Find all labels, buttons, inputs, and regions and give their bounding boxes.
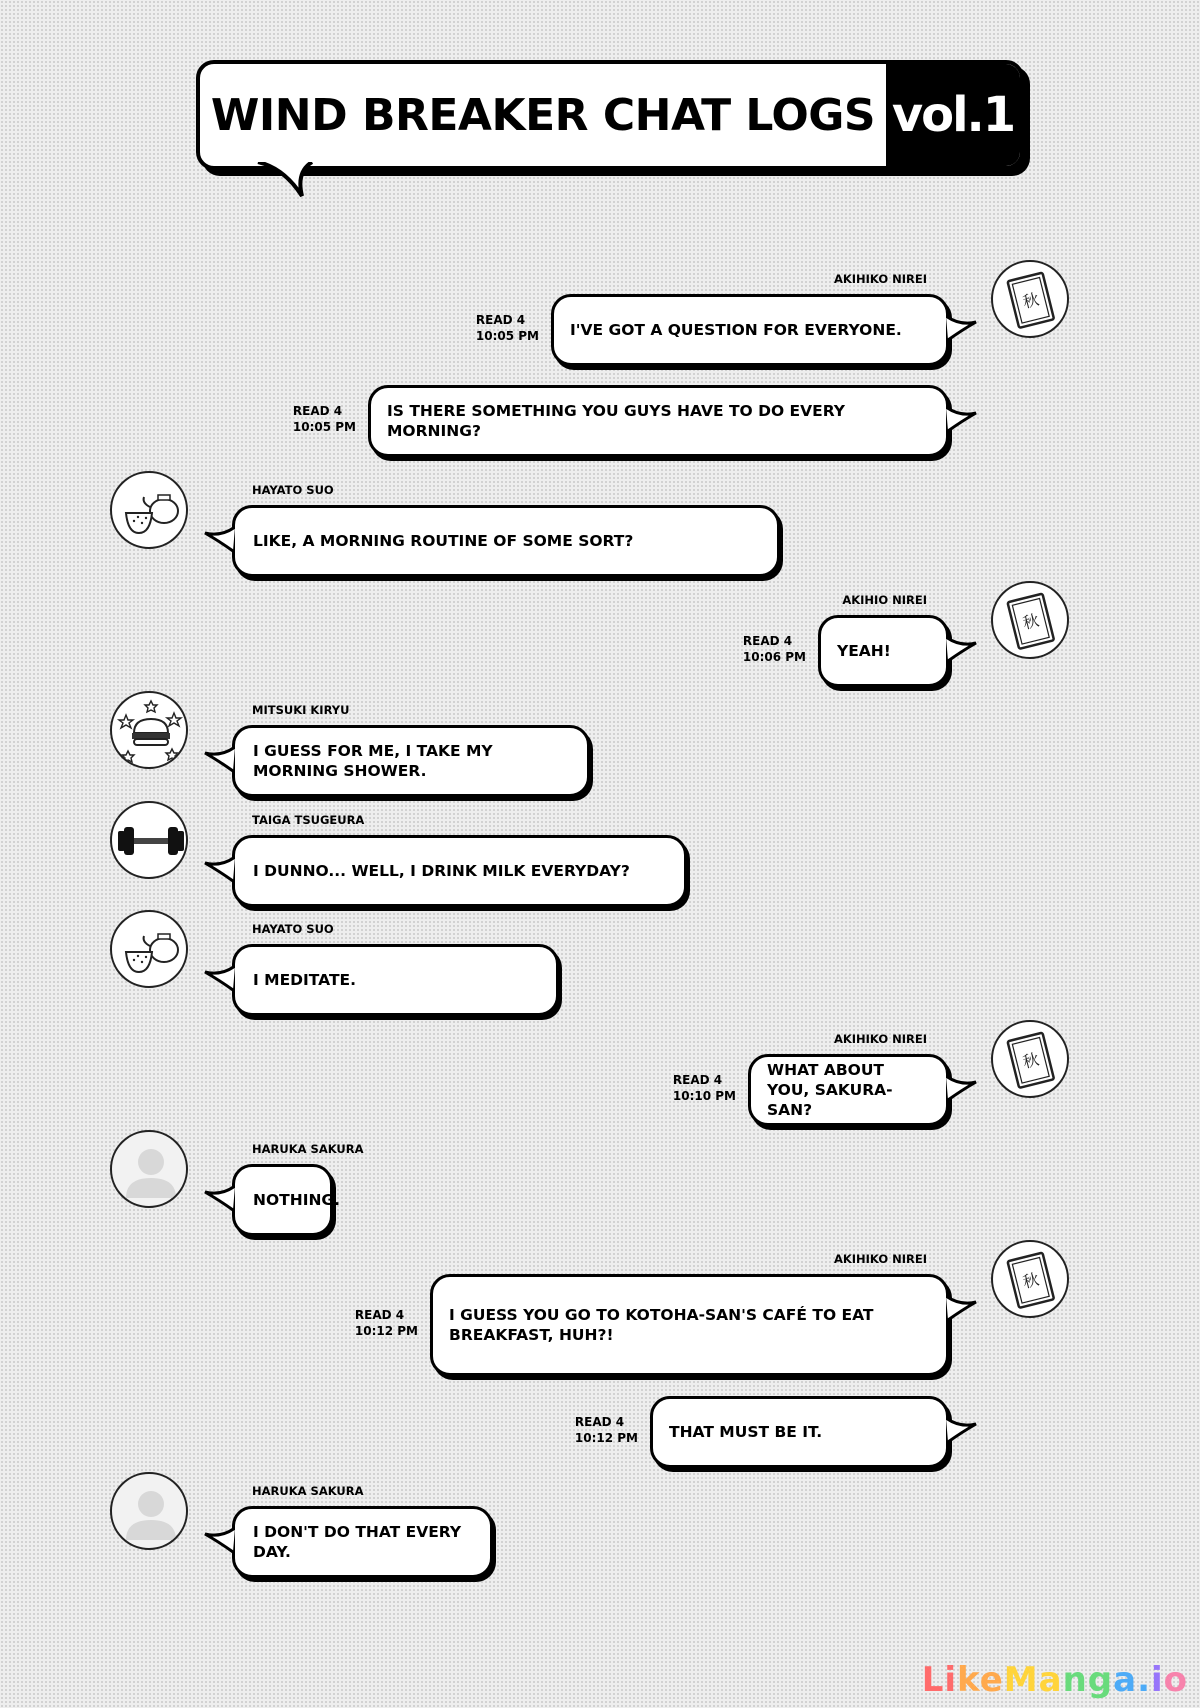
message-bubble: I'VE GOT A QUESTION FOR EVERYONE.	[551, 294, 949, 366]
book-icon[interactable]	[991, 1240, 1069, 1318]
message-bubble: I GUESS FOR ME, I TAKE MY MORNING SHOWER.	[232, 725, 590, 797]
message-bubble: I DUNNO... WELL, I DRINK MILK EVERYDAY?	[232, 835, 687, 907]
timestamp: 10:12 PM	[354, 1324, 418, 1338]
read-receipt	[293, 403, 356, 435]
read-count: READ 4	[354, 1308, 405, 1322]
bubble-tail	[203, 523, 235, 557]
book-icon[interactable]	[991, 1020, 1069, 1098]
title-box	[196, 60, 1024, 170]
sender-name: AKIHIKO NIREI	[833, 1252, 927, 1266]
bubble-tail	[203, 962, 235, 996]
book-icon[interactable]	[991, 581, 1069, 659]
message-bubble: LIKE, A MORNING ROUTINE OF SOME SORT?	[232, 505, 780, 577]
title-bubble-tail	[254, 162, 324, 198]
timestamp: 10:05 PM	[292, 420, 356, 434]
bubble-tail	[203, 1182, 235, 1216]
bubble-tail	[946, 633, 978, 667]
sender-name: AKIHIKO NIREI	[833, 272, 927, 286]
message-bubble: I GUESS YOU GO TO KOTOHA-SAN'S CAFÉ TO EAT BREAKFAST, HUH?!	[430, 1274, 949, 1376]
default-user-icon[interactable]	[110, 1130, 188, 1208]
sender-name: HARUKA SAKURA	[252, 1484, 364, 1498]
message-bubble: NOTHING.	[232, 1164, 333, 1236]
bubble-tail	[946, 312, 978, 346]
read-count: READ 4	[742, 634, 793, 648]
sender-name: HAYATO SUO	[252, 922, 334, 936]
read-count: READ 4	[475, 313, 526, 327]
bubble-tail	[203, 743, 235, 777]
timestamp: 10:06 PM	[742, 650, 806, 664]
message-bubble: I MEDITATE.	[232, 944, 559, 1016]
message-bubble: THAT MUST BE IT.	[650, 1396, 949, 1468]
bubble-tail	[946, 403, 978, 437]
sender-name: AKIHIO NIREI	[842, 593, 927, 607]
read-receipt	[476, 312, 539, 344]
message-bubble: WHAT ABOUT YOU, SAKURA-SAN?	[748, 1054, 949, 1126]
burger-stars-icon[interactable]	[110, 691, 188, 769]
default-user-icon[interactable]	[110, 1472, 188, 1550]
read-count: READ 4	[574, 1415, 625, 1429]
sender-name: HARUKA SAKURA	[252, 1142, 364, 1156]
timestamp: 10:10 PM	[672, 1089, 736, 1103]
page-title: WIND BREAKER CHAT LOGS	[210, 89, 876, 141]
sender-name: HAYATO SUO	[252, 483, 334, 497]
svg-text:秋: 秋	[1020, 610, 1041, 633]
chat-title-banner	[196, 60, 1026, 168]
volume-badge: vol.1	[886, 64, 1020, 166]
bubble-tail	[946, 1072, 978, 1106]
bubble-tail	[203, 1524, 235, 1558]
sender-name: MITSUKI KIRYU	[252, 703, 350, 717]
timestamp: 10:05 PM	[475, 329, 539, 343]
sender-name: TAIGA TSUGEURA	[252, 813, 365, 827]
message-bubble: YEAH!	[818, 615, 949, 687]
read-receipt	[743, 633, 806, 665]
watermark: LikeManga.io	[921, 1660, 1188, 1700]
read-count: READ 4	[292, 404, 343, 418]
read-receipt	[355, 1307, 418, 1339]
bubble-tail	[203, 853, 235, 887]
message-bubble: I DON'T DO THAT EVERY DAY.	[232, 1506, 493, 1578]
read-count: READ 4	[672, 1073, 723, 1087]
read-receipt	[575, 1414, 638, 1446]
svg-text:秋: 秋	[1020, 289, 1041, 312]
teapot-icon[interactable]	[110, 910, 188, 988]
svg-text:秋: 秋	[1020, 1049, 1041, 1072]
book-icon[interactable]	[991, 260, 1069, 338]
teapot-icon[interactable]	[110, 471, 188, 549]
message-bubble: IS THERE SOMETHING YOU GUYS HAVE TO DO EVERY MORNING?	[368, 385, 949, 457]
read-receipt	[673, 1072, 736, 1104]
svg-text:秋: 秋	[1020, 1269, 1041, 1292]
sender-name: AKIHIKO NIREI	[833, 1032, 927, 1046]
bubble-tail	[946, 1414, 978, 1448]
dumbbell-icon[interactable]	[110, 801, 188, 879]
timestamp: 10:12 PM	[574, 1431, 638, 1445]
bubble-tail	[946, 1292, 978, 1326]
